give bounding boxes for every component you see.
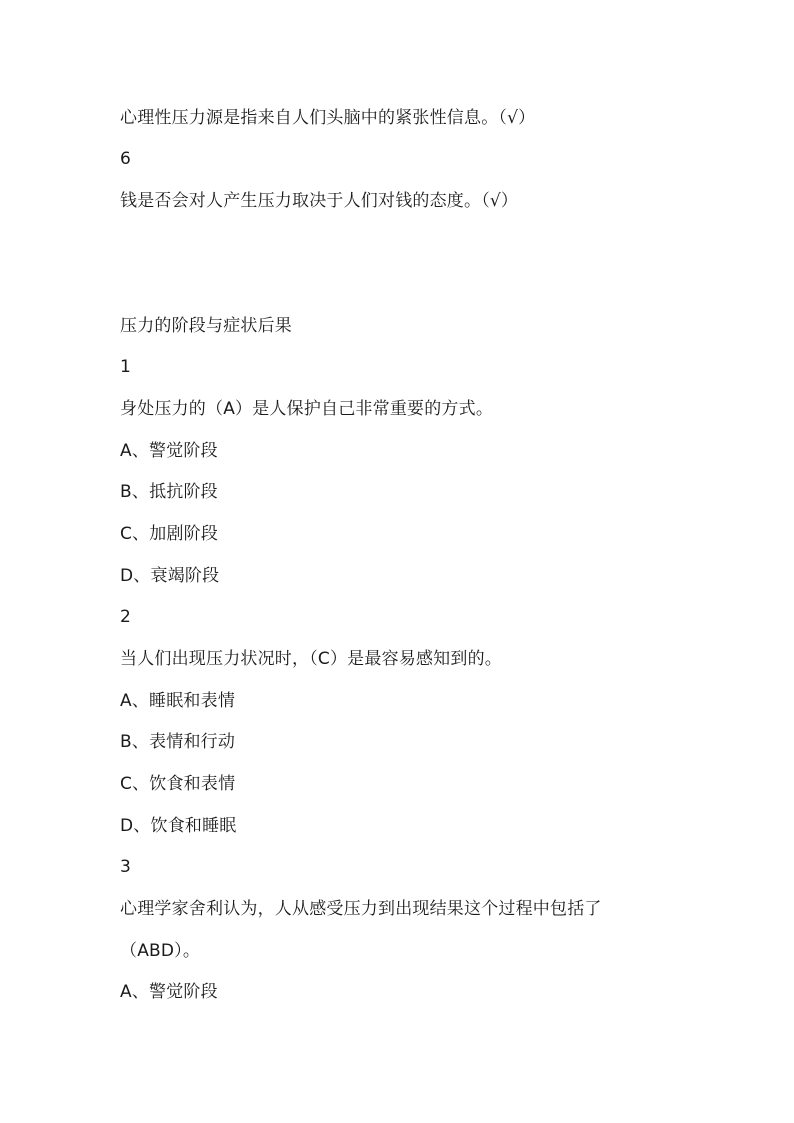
question-number-3: 3 [120, 857, 132, 877]
question-1-option-a: A、警觉阶段 [120, 441, 218, 461]
question-2-stem: 当人们出现压力状况时，（C）是最容易感知到的。 [120, 649, 502, 669]
statement-6: 钱是否会对人产生压力取决于人们对钱的态度。（√） [120, 191, 519, 211]
question-3-stem-line-1: 心理学家舍利认为，人从感受压力到出现结果这个过程中包括了 [120, 899, 602, 919]
question-2-option-b: B、表情和行动 [120, 732, 236, 752]
question-number-2: 2 [120, 607, 132, 627]
question-1-option-b: B、抵抗阶段 [120, 482, 218, 502]
question-number-6: 6 [120, 149, 132, 169]
question-2-option-c: C、饮食和表情 [120, 774, 236, 794]
question-1-stem: 身处压力的（A）是人保护自己非常重要的方式。 [120, 399, 494, 419]
question-number-1: 1 [120, 357, 132, 377]
question-1-option-d: D、衰竭阶段 [120, 566, 220, 586]
question-1-option-c: C、加剧阶段 [120, 524, 219, 544]
question-2-option-d: D、饮食和睡眠 [120, 816, 237, 836]
question-3-stem-line-2: （ABD）。 [120, 941, 201, 961]
question-3-option-a: A、警觉阶段 [120, 982, 218, 1002]
section-title: 压力的阶段与症状后果 [120, 316, 292, 336]
statement-5: 心理性压力源是指来自人们头脑中的紧张性信息。（√） [120, 108, 536, 128]
question-2-option-a: A、睡眠和表情 [120, 691, 236, 711]
